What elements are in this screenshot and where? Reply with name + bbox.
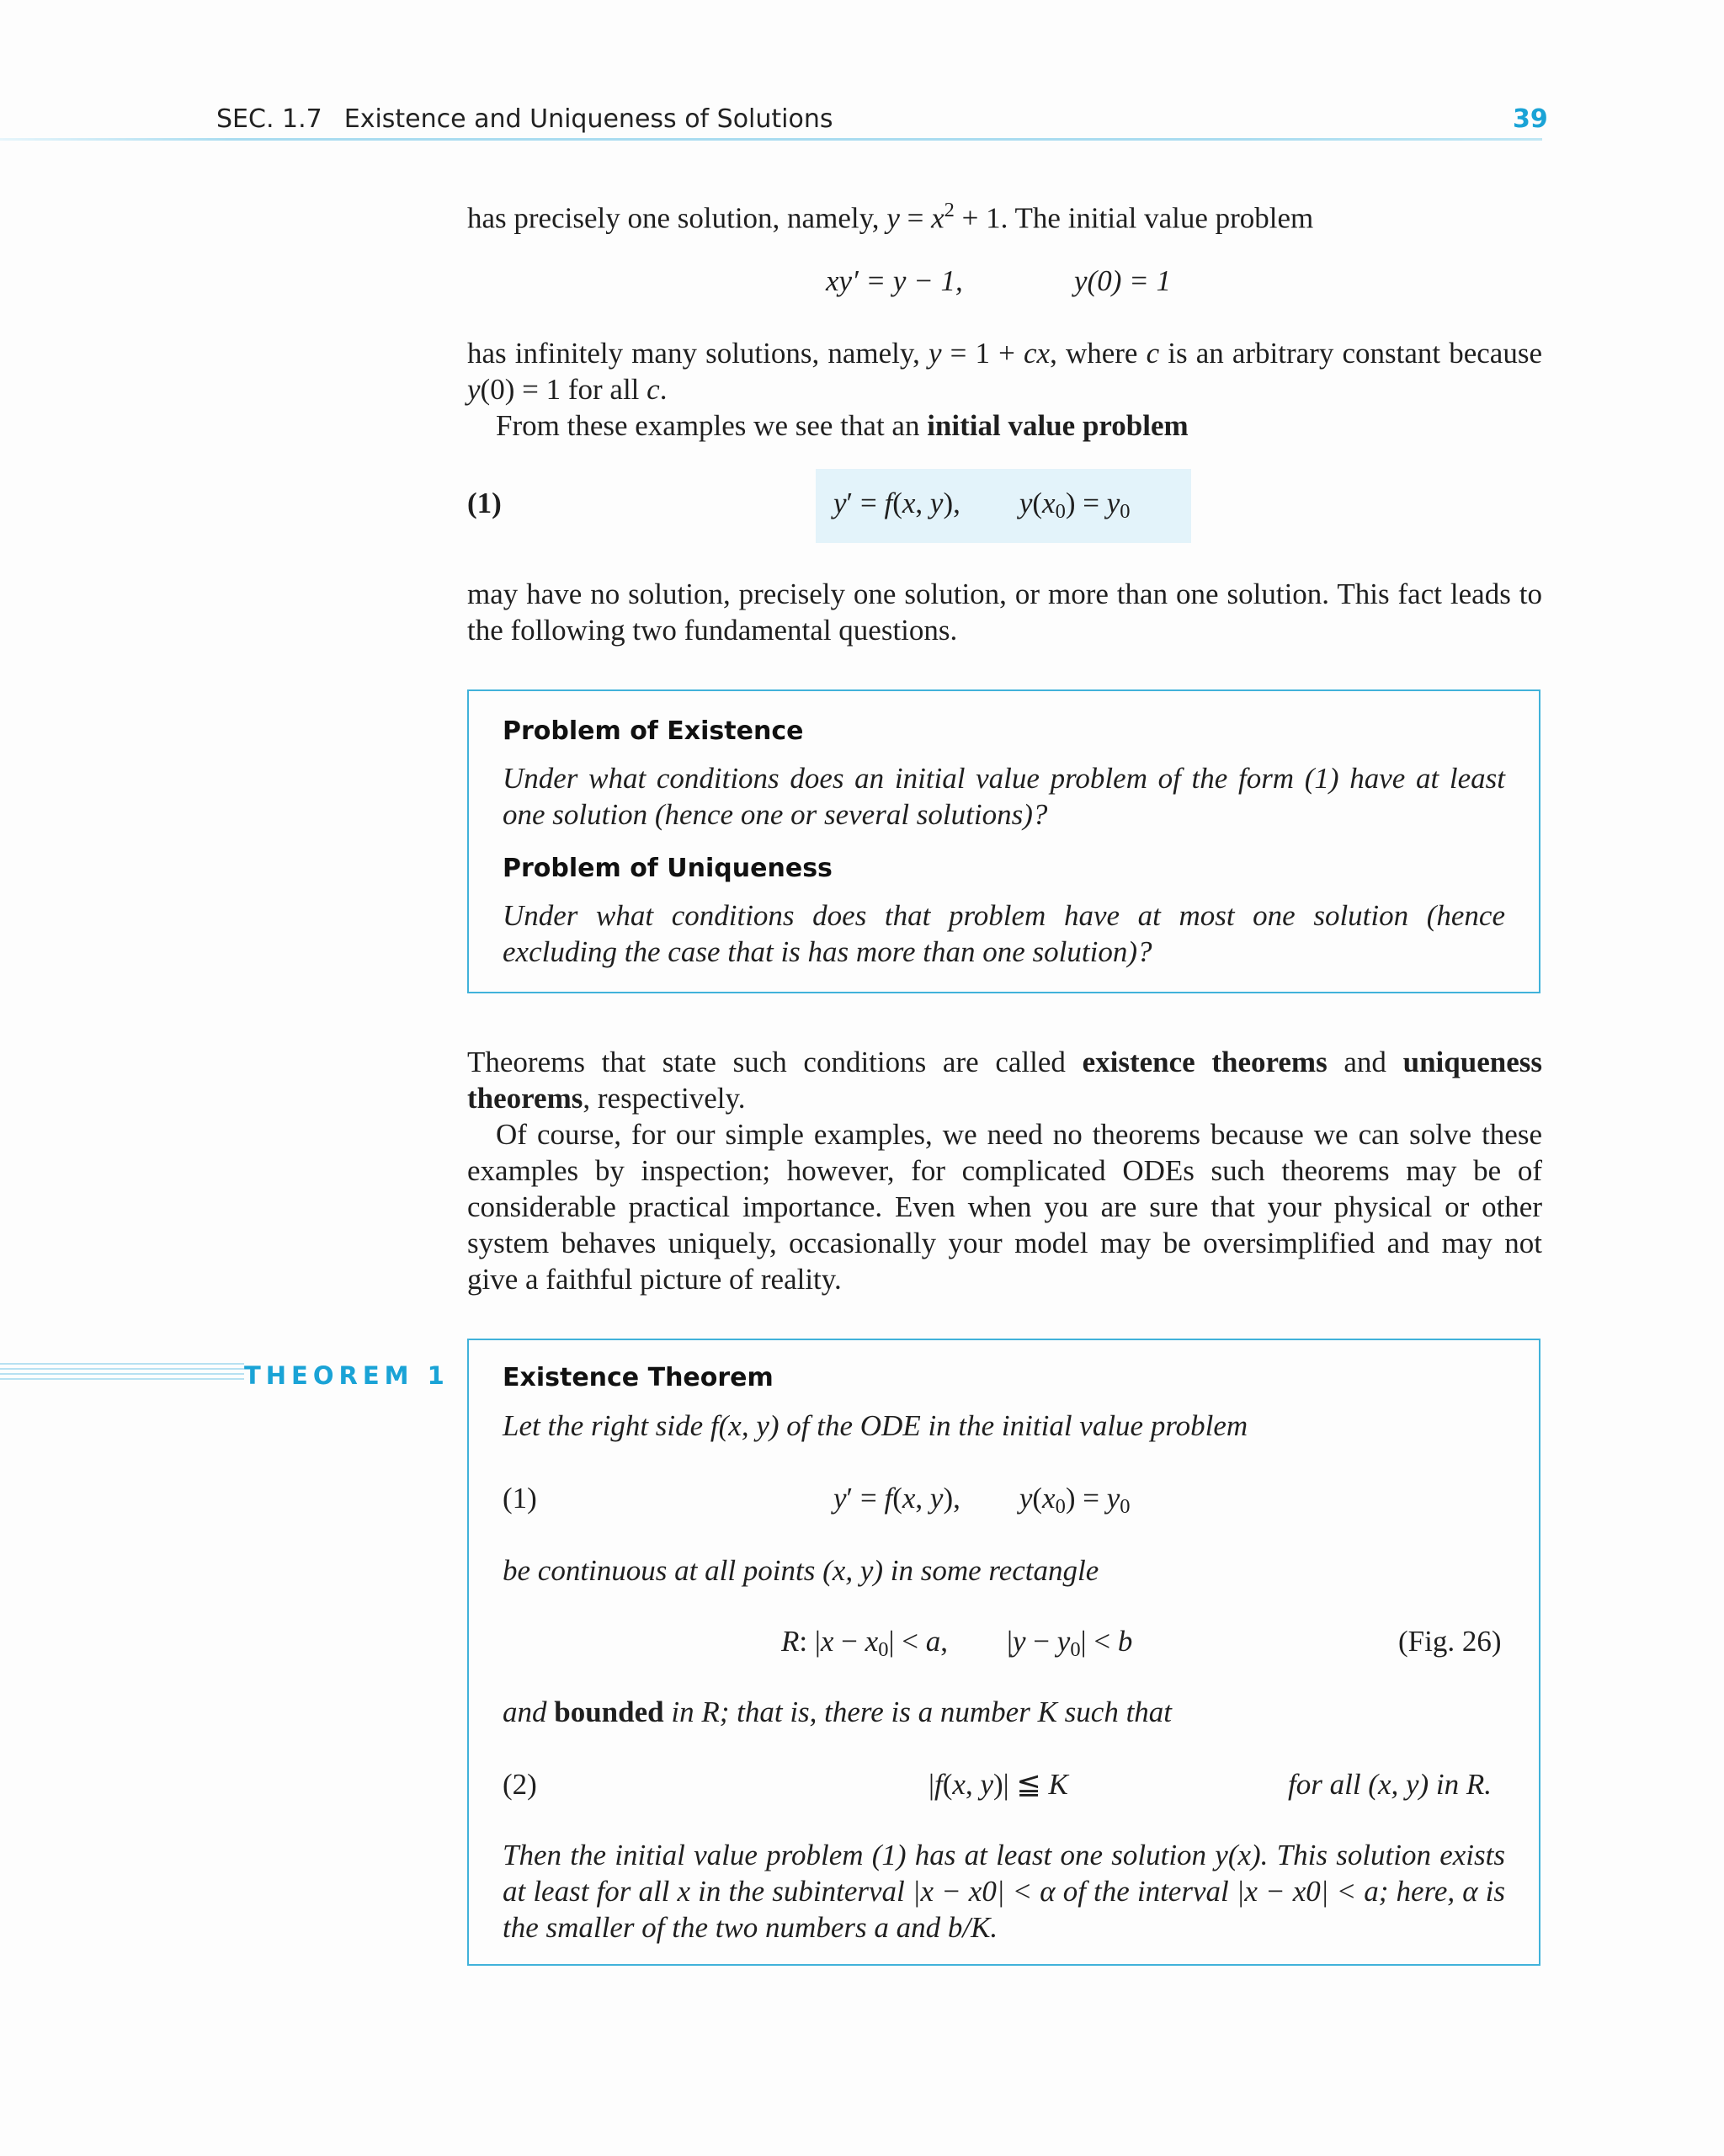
problem-uniqueness-title: Problem of Uniqueness	[503, 854, 833, 883]
example-equation-right: y(0) = 1	[1074, 264, 1171, 297]
example-equation-left: xy′ = y − 1,	[826, 264, 963, 297]
bound-inequality: |f(x, y)| ≦ K	[929, 1768, 1068, 1801]
paragraph-2: has infinitely many solutions, namely, y = 1 + cx, where c is an arbitrary constant because y(0) = 1 for all c. From these examples we see that an initial value problem	[467, 337, 1542, 442]
problem-uniqueness-text: Under what conditions does that problem have at most one solution (hence excluding the case that is has more than one solution)?	[503, 899, 1505, 968]
problem-existence-text: Under what conditions does an initial value problem of the form (1) have at least one solution (hence one or several solutions)?	[503, 762, 1505, 831]
theorem-eq1: y′ = f(x, y), $y(x_0) = y_0$	[833, 1482, 1131, 1519]
header-rule	[0, 138, 1542, 141]
page-number: 39	[1513, 104, 1548, 134]
equation-1-number: (1)	[467, 487, 502, 519]
section-number: SEC. 1.7	[216, 104, 322, 134]
section-title: Existence and Uniqueness of Solutions	[343, 104, 833, 134]
figure-reference: (Fig. 26)	[1398, 1625, 1502, 1658]
theorem-conclusion: Then the initial value problem (1) has at least one solution y(x). This solution exists at least for all x in the subinterval |x − x0| < α of the interval |x − x0| < a; here, α is the smaller of the two numbers a and b/K.	[503, 1839, 1505, 1944]
theorem-title: Existence Theorem	[503, 1363, 774, 1392]
problem-existence-title: Problem of Existence	[503, 716, 804, 746]
theorem-eq2-number: (2)	[503, 1768, 537, 1801]
paragraph-1: has precisely one solution, namely, $y = x^2 + 1$. The initial value problem	[467, 199, 1314, 235]
paragraph-4: Theorems that state such conditions are called existence theorems and uniqueness theorems, respectively. Of course, for our simple examples, we need no theorems because we can solve these examples by inspection; however, for complicated ODEs such theorems may be of considerable practical importance. Even when you are sure that your physical or other system behaves uniquely, occasionally your model may be oversimplified and may not give a faithful picture of reality.	[467, 1046, 1542, 1296]
theorem-label: THEOREM 1	[244, 1361, 455, 1390]
running-header	[216, 104, 833, 134]
rectangle-condition: R: $|x - x_0| < a$, $|y - y_0| < b$	[781, 1625, 1133, 1662]
paragraph-5: Of course, for our simple examples, we need no theorems because we can solve these examples by inspection; however, for complicated ODEs such theorems may be of considerable practical importance. Even when you are sure that your physical or other system behaves uniquely, occasionally your model may be oversimplified and may not give a faithful picture of reality.	[467, 1118, 1542, 1296]
equation-1: y′ = f(x, y), $y(x_0) = y_0$	[833, 487, 1131, 524]
bound-condition: for all (x, y) in R.	[1288, 1768, 1493, 1801]
theorem-line-2: be continuous at all points (x, y) in some rectangle	[503, 1554, 1099, 1587]
theorem-line-3: and bounded in R; that is, there is a number K such that	[503, 1696, 1173, 1728]
theorem-line-1: Let the right side f(x, y) of the ODE in the initial value problem	[503, 1409, 1248, 1442]
paragraph-3: may have no solution, precisely one solution, or more than one solution. This fact leads to the following two fundamental questions.	[467, 578, 1542, 647]
theorem-eq1-number: (1)	[503, 1482, 537, 1515]
